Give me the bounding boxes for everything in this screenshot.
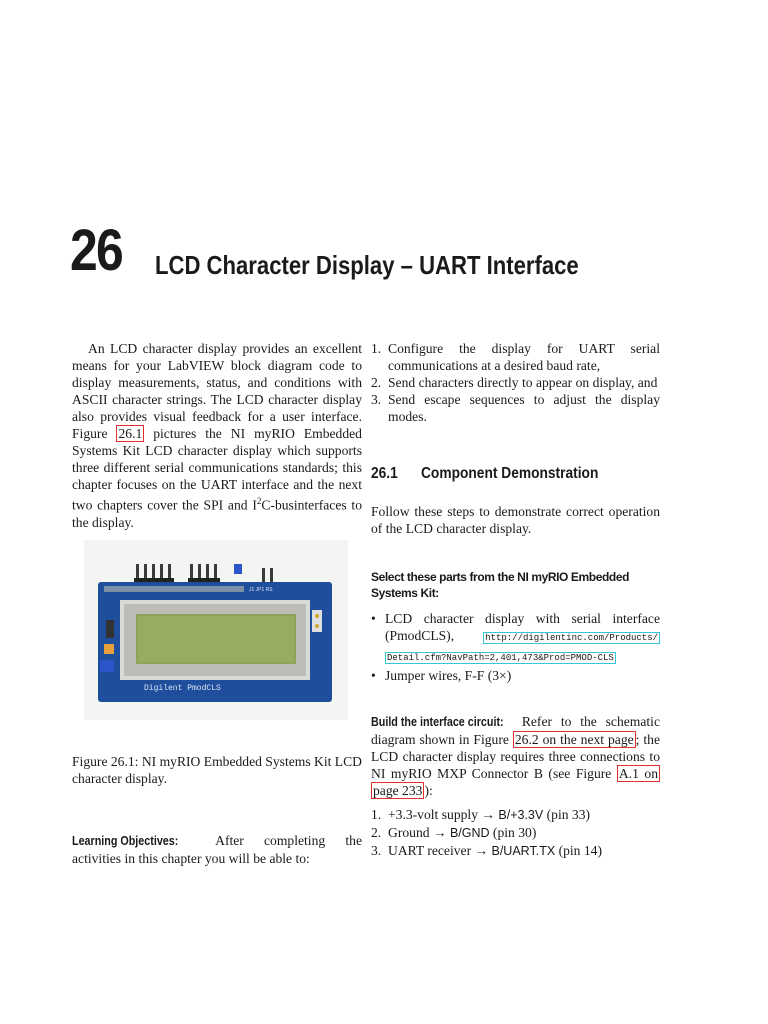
section-title: Component Demonstration [421, 465, 599, 482]
section-number: 26.1 [371, 465, 398, 482]
build-text-3: ): [424, 783, 433, 798]
connection-pin-number: (pin 14) [555, 843, 602, 858]
item-number: 3. [371, 843, 382, 858]
item-text: Send characters directly to appear on display, and [388, 375, 658, 390]
connection-item [371, 824, 660, 842]
item-number: 2. [371, 825, 382, 840]
item-number: 2. [371, 375, 382, 390]
connection-item [371, 806, 660, 824]
item-number: 1. [371, 341, 382, 356]
part-text: LCD character display with serial interface (PmodCLS), [385, 611, 660, 643]
intro-text-3: C-businterfaces to the display. [72, 497, 363, 530]
learning-label: Learning Objectives: [72, 834, 179, 848]
figure-a1-link[interactable]: A.1 on [618, 766, 658, 781]
build-text-2: ; the LCD character display requires three connections to NI myRIO MXP Connector B (see Figure [371, 732, 660, 781]
board-label: Digilent PmodCLS [144, 684, 221, 693]
part-item [371, 610, 660, 667]
connection-source: UART receiver → [388, 843, 492, 858]
parts-heading: Select these parts from the NI myRIO Embedded Systems Kit: [371, 570, 630, 600]
connection-pin-number: (pin 30) [489, 825, 537, 840]
item-text: Send escape sequences to adjust the display modes. [388, 392, 660, 424]
connection-pin: B/GND [449, 826, 490, 840]
connection-source: Ground → [388, 825, 450, 840]
objective-item [371, 340, 660, 374]
connection-source: +3.3-volt supply → [388, 807, 499, 822]
figure-26-2-link[interactable]: 26.2 on the next page [514, 732, 634, 747]
superscript: 2 [256, 496, 262, 506]
product-url[interactable]: http://digilentinc.com/Products/ [485, 633, 658, 643]
page-233-link[interactable]: page 233 [373, 783, 423, 798]
objectives-list [371, 340, 660, 425]
chapter-title: LCD Character Display – UART Interface [155, 250, 579, 280]
bullet: • [371, 611, 376, 626]
section-intro: Follow these steps to demonstrate correct operation of the LCD character display. [371, 504, 660, 536]
lcd-figure [84, 540, 348, 720]
connections-list [371, 806, 660, 860]
board-label-2: J1 JP1 RS [249, 587, 273, 593]
learning-objectives [72, 832, 362, 867]
connection-pin: B/UART.TX [491, 844, 556, 858]
item-text: Configure the display for UART serial communications at a desired baud rate, [388, 341, 660, 373]
product-url-continued[interactable]: Detail.cfm?NavPath=2,401,473&Prod=PMOD-CLS [387, 653, 614, 663]
objective-item [371, 391, 660, 425]
parts-list [371, 610, 660, 684]
item-number: 3. [371, 392, 382, 407]
part-item [371, 667, 660, 684]
learning-text: After completing the activities in this chapter you will be able to: [72, 833, 362, 866]
part-text: Jumper wires, F-F (3×) [385, 668, 512, 683]
connection-item [371, 842, 660, 860]
chapter-number: 26 [70, 218, 123, 283]
lcd-board-image [84, 540, 348, 720]
intro-paragraph [72, 340, 362, 531]
intro-text-2: pictures the NI myRIO Embedded Systems Kit LCD character display which supports three different serial communications standards; this chapter focuses on the UART interface and the next two chapters cover the SPI and I [72, 426, 362, 513]
connection-pin: B/+3.3V [498, 808, 544, 822]
item-number: 1. [371, 807, 382, 822]
intro-text-1: An LCD character display provides an excellent means for your LabVIEW block diagram code to display measurements, status, and conditions with ASCII character strings. The LCD character display also provides visual feedback for a user interface. Figure [72, 341, 362, 441]
build-text-1: Refer to the schematic diagram shown in Figure [371, 714, 660, 747]
section-heading [371, 465, 628, 483]
objective-item [371, 374, 660, 391]
connection-pin-number: (pin 33) [543, 807, 591, 822]
figure-link[interactable]: 26.1 [118, 426, 143, 441]
bullet: • [371, 668, 376, 683]
build-label: Build the interface circuit: [371, 715, 504, 729]
build-paragraph [371, 713, 660, 799]
figure-caption: Figure 26.1: NI myRIO Embedded Systems Kit LCD character display. [72, 754, 362, 786]
